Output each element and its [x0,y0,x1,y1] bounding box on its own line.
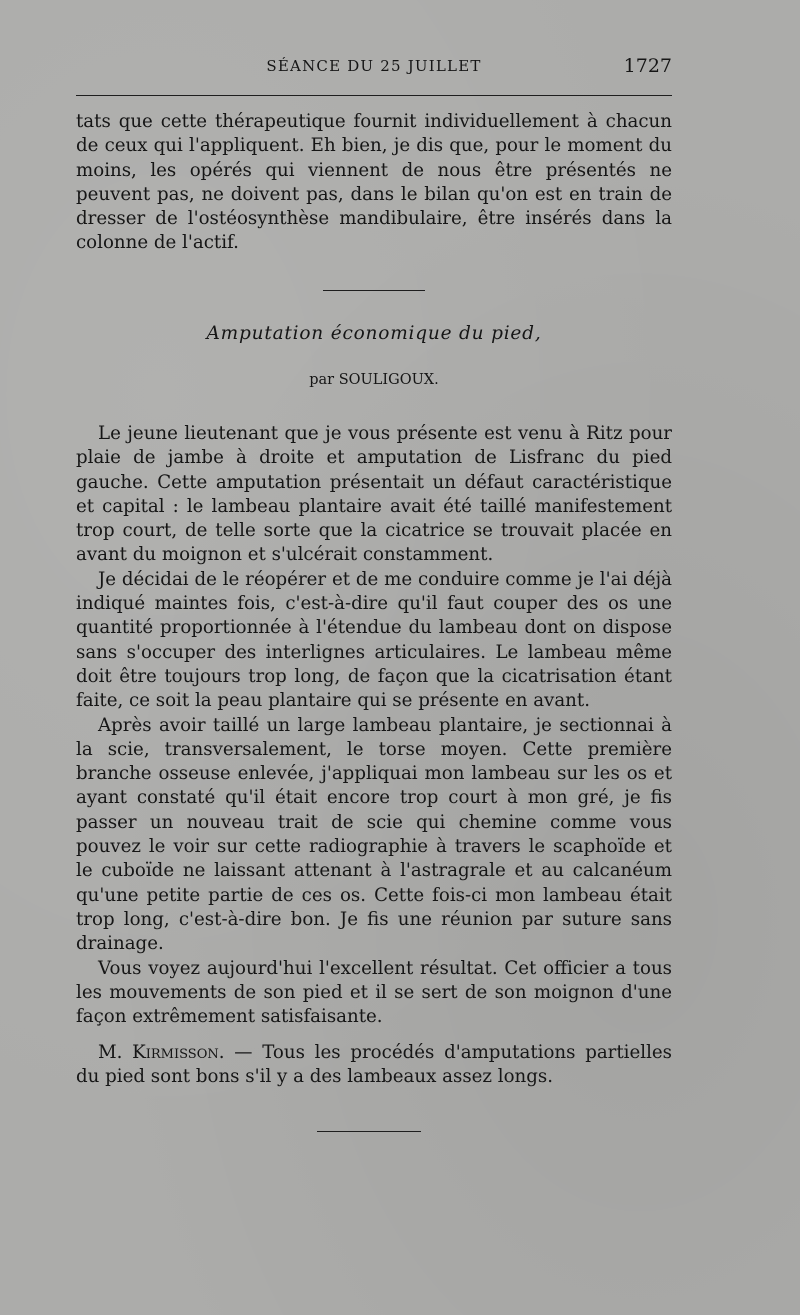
page-number: 1727 [623,55,672,77]
header-rule [76,95,672,96]
discussion-paragraph [76,1041,672,1090]
section-divider-top [323,290,425,291]
article-body [76,422,672,1029]
running-head [76,55,672,79]
author-prefix: par [309,372,335,388]
discussion-text: — Tous les procédés d'amputations partielles du pied sont bons s'il y a des lambeaux assez longs. [76,1042,672,1088]
discussion-block [76,1041,672,1090]
article-title: Amputation économique du pied, [206,323,542,344]
continuation-block [76,110,672,256]
article-author-line [76,372,672,388]
article-paragraph: Je décidai de le réopérer et de me conduire comme je l'ai déjà indiqué maintes fois, c'est-à-dire qu'il faut couper des os une quantité proportionnée à l'étendue du lambeau dont on dispose sans s'occuper des interlignes articulaires. Le lambeau même doit être toujours trop long, de façon que la cicatrisation étant faite, ce soit la peau plantaire qui se présente en avant. [76,568,672,712]
section-divider-bottom [317,1131,421,1132]
continuation-paragraph: tats que cette thérapeutique fournit individuellement à chacun de ceux qui l'appliquent. Eh bien, je dis que, pour le moment du moins, les opérés qui viennent de nous être présentés ne peuvent pas, ne doivent pas, dans le bilan qu'on est en train de dresser de l'ostéosynthèse mandibulaire, être insérés dans la colonne de l'actif. [76,111,672,254]
author-name: SOULIGOUX. [338,372,439,388]
article-paragraph: Le jeune lieutenant que je vous présente est venu à Ritz pour plaie de jambe à droite et amputation de Lisfranc du pied gauche. Cette amputation présentait un défaut caractéristique et capital : le lambeau plantaire avait été taillé manifestement trop court, de telle sorte que la cicatrice se trouvait placée en avant du moignon et s'ulcérait constamment. [76,423,672,566]
article-paragraph: Vous voyez aujourd'hui l'excellent résultat. Cet officier a tous les mouvements de son pied et il se sert de son moignon d'une façon extrêmement satisfaisante. [76,957,672,1028]
article-paragraph: Après avoir taillé un large lambeau plantaire, je sectionnai à la scie, transversalement, le torse moyen. Cette première branche osseuse enlevée, j'appliquai mon lambeau sur les os et ayant constaté qu'il était encore trop court à mon gré, je fis passer un nouveau trait de scie qui chemine comme vous pouvez le voir sur cette radiographie à travers le scaphoïde et le cuboïde ne laissant attenant à l'astragrale et au calcanéum qu'une petite partie de ces os. Cette fois-ci mon lambeau était trop long, c'est-à-dire bon. Je fis une réunion par suture sans drainage. [76,714,672,955]
discussion-speaker: M. Kirmisson. [98,1042,225,1063]
running-title: SÉANCE DU 25 JUILLET [266,57,482,75]
